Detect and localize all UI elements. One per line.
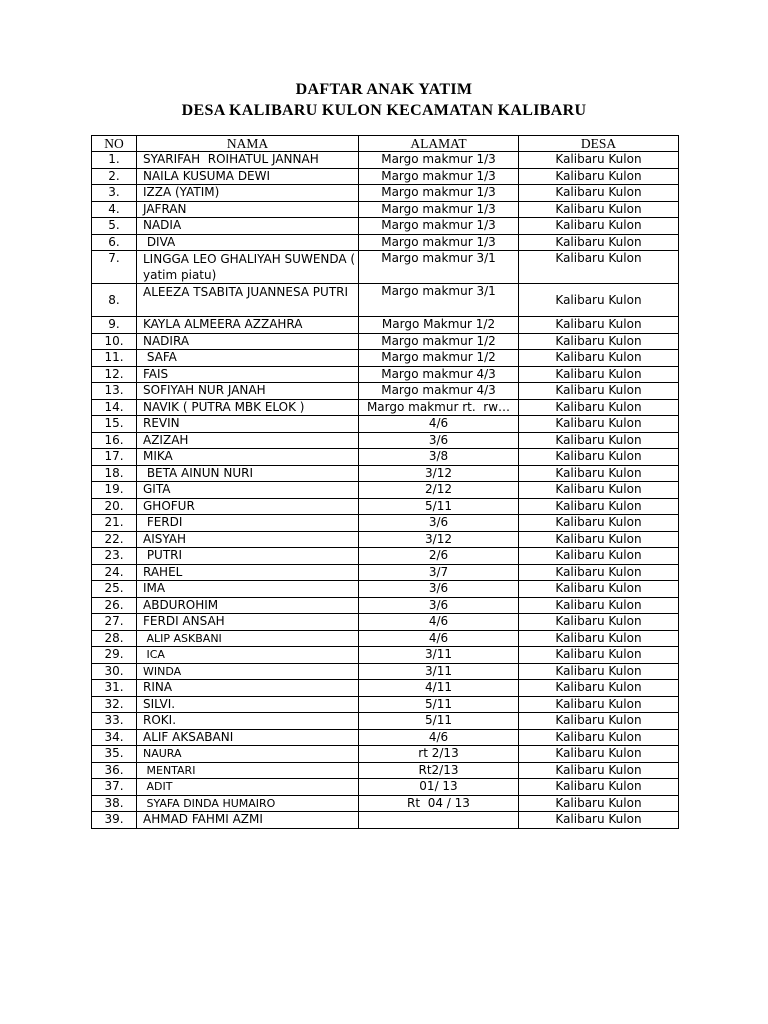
row-address: 3/12 — [359, 531, 519, 548]
row-address: 5/11 — [359, 713, 519, 730]
row-village: Kalibaru Kulon — [519, 449, 679, 466]
row-number: 14. — [92, 399, 137, 416]
row-number: 10. — [92, 333, 137, 350]
row-address: 5/11 — [359, 696, 519, 713]
table-row — [92, 482, 679, 499]
row-address: Margo makmur 1/3 — [359, 218, 519, 235]
row-number: 16. — [92, 432, 137, 449]
table-row — [92, 317, 679, 334]
row-name: FERDI — [137, 515, 359, 532]
orphan-table — [91, 135, 679, 829]
table-body — [92, 152, 679, 829]
row-name: REVIN — [137, 416, 359, 433]
row-name: BETA AINUN NURI — [137, 465, 359, 482]
row-name: SOFIYAH NUR JANAH — [137, 383, 359, 400]
row-name: AISYAH — [137, 531, 359, 548]
table-row — [92, 795, 679, 812]
table-row — [92, 729, 679, 746]
row-name: SYAFA DINDA HUMAIRO — [137, 795, 359, 812]
row-number: 7. — [92, 251, 137, 284]
table-row — [92, 696, 679, 713]
row-village: Kalibaru Kulon — [519, 779, 679, 796]
table-row — [92, 581, 679, 598]
row-village: Kalibaru Kulon — [519, 152, 679, 169]
table-row — [92, 366, 679, 383]
row-address: rt 2/13 — [359, 746, 519, 763]
row-number: 39. — [92, 812, 137, 829]
row-name: SYARIFAH ROIHATUL JANNAH — [137, 152, 359, 169]
row-name: DIVA — [137, 234, 359, 251]
row-address: 4/6 — [359, 729, 519, 746]
row-name: ADIT — [137, 779, 359, 796]
row-number: 6. — [92, 234, 137, 251]
row-village: Kalibaru Kulon — [519, 647, 679, 664]
row-village: Kalibaru Kulon — [519, 762, 679, 779]
row-address: 5/11 — [359, 498, 519, 515]
row-number: 37. — [92, 779, 137, 796]
row-address: Margo makmur 1/3 — [359, 234, 519, 251]
row-address: 3/8 — [359, 449, 519, 466]
row-number: 33. — [92, 713, 137, 730]
table-row — [92, 416, 679, 433]
table-row — [92, 152, 679, 169]
row-name: JAFRAN — [137, 201, 359, 218]
row-name: PUTRI — [137, 548, 359, 565]
row-name: ICA — [137, 647, 359, 664]
row-number: 38. — [92, 795, 137, 812]
row-address: 2/12 — [359, 482, 519, 499]
row-village: Kalibaru Kulon — [519, 663, 679, 680]
row-village: Kalibaru Kulon — [519, 482, 679, 499]
row-village: Kalibaru Kulon — [519, 729, 679, 746]
row-number: 35. — [92, 746, 137, 763]
row-name: IZZA (YATIM) — [137, 185, 359, 202]
row-number: 5. — [92, 218, 137, 235]
row-number: 27. — [92, 614, 137, 631]
row-address: 3/6 — [359, 597, 519, 614]
row-village: Kalibaru Kulon — [519, 317, 679, 334]
row-number: 2. — [92, 168, 137, 185]
row-address: Margo Makmur 1/2 — [359, 317, 519, 334]
table-row — [92, 449, 679, 466]
row-village: Kalibaru Kulon — [519, 416, 679, 433]
row-address: Margo makmur 4/3 — [359, 366, 519, 383]
row-name: ROKI. — [137, 713, 359, 730]
table-row — [92, 168, 679, 185]
row-village: Kalibaru Kulon — [519, 581, 679, 598]
row-number: 17. — [92, 449, 137, 466]
row-address: Margo makmur 3/1 — [359, 284, 519, 317]
row-village: Kalibaru Kulon — [519, 564, 679, 581]
row-village: Kalibaru Kulon — [519, 366, 679, 383]
table-row — [92, 498, 679, 515]
row-number: 36. — [92, 762, 137, 779]
table-row — [92, 762, 679, 779]
title-line-2: DESA KALIBARU KULON KECAMATAN KALIBARU — [181, 102, 587, 119]
table-row — [92, 333, 679, 350]
table-row — [92, 630, 679, 647]
row-number: 31. — [92, 680, 137, 697]
row-number: 11. — [92, 350, 137, 367]
row-village: Kalibaru Kulon — [519, 597, 679, 614]
row-name: RAHEL — [137, 564, 359, 581]
row-name: SILVI. — [137, 696, 359, 713]
table-row — [92, 680, 679, 697]
row-name: AHMAD FAHMI AZMI — [137, 812, 359, 829]
row-address: Rt 04 / 13 — [359, 795, 519, 812]
row-name: NAVIK ( PUTRA MBK ELOK ) — [137, 399, 359, 416]
row-village: Kalibaru Kulon — [519, 251, 679, 284]
row-village: Kalibaru Kulon — [519, 201, 679, 218]
header-desa: DESA — [519, 136, 679, 152]
row-village: Kalibaru Kulon — [519, 168, 679, 185]
row-name: RINA — [137, 680, 359, 697]
row-name: ALIF AKSABANI — [137, 729, 359, 746]
row-address: 4/11 — [359, 680, 519, 697]
document-title — [0, 79, 768, 121]
table-row — [92, 597, 679, 614]
row-number: 1. — [92, 152, 137, 169]
row-number: 18. — [92, 465, 137, 482]
row-name: KAYLA ALMEERA AZZAHRA — [137, 317, 359, 334]
row-number: 28. — [92, 630, 137, 647]
table-row — [92, 383, 679, 400]
row-village: Kalibaru Kulon — [519, 713, 679, 730]
row-name: FAIS — [137, 366, 359, 383]
table-row — [92, 663, 679, 680]
row-address: Margo makmur 1/3 — [359, 201, 519, 218]
row-name: MENTARI — [137, 762, 359, 779]
row-name: LINGGA LEO GHALIYAH SUWENDA ( yatim piatu) — [137, 251, 359, 284]
row-address: Margo makmur 1/2 — [359, 333, 519, 350]
row-village: Kalibaru Kulon — [519, 515, 679, 532]
row-number: 8. — [92, 284, 137, 317]
row-number: 20. — [92, 498, 137, 515]
row-address: 4/6 — [359, 630, 519, 647]
row-address: 4/6 — [359, 416, 519, 433]
row-address — [359, 812, 519, 829]
row-number: 29. — [92, 647, 137, 664]
header-no: NO — [92, 136, 137, 152]
table-row — [92, 812, 679, 829]
row-village: Kalibaru Kulon — [519, 614, 679, 631]
row-village: Kalibaru Kulon — [519, 432, 679, 449]
row-village: Kalibaru Kulon — [519, 531, 679, 548]
row-name: AZIZAH — [137, 432, 359, 449]
row-address: Rt2/13 — [359, 762, 519, 779]
row-name: FERDI ANSAH — [137, 614, 359, 631]
table-row — [92, 234, 679, 251]
row-name: GITA — [137, 482, 359, 499]
row-number: 9. — [92, 317, 137, 334]
row-number: 3. — [92, 185, 137, 202]
table-row — [92, 713, 679, 730]
row-address: 3/11 — [359, 663, 519, 680]
row-village: Kalibaru Kulon — [519, 746, 679, 763]
row-address: Margo makmur 1/3 — [359, 152, 519, 169]
row-number: 13. — [92, 383, 137, 400]
row-village: Kalibaru Kulon — [519, 284, 679, 317]
table-header-row — [92, 136, 679, 152]
row-village: Kalibaru Kulon — [519, 234, 679, 251]
header-nama: NAMA — [137, 136, 359, 152]
row-name: ALEEZA TSABITA JUANNESA PUTRI — [137, 284, 359, 317]
title-line-1: DAFTAR ANAK YATIM — [295, 81, 473, 98]
row-address: Margo makmur rt. rw… — [359, 399, 519, 416]
row-name: NADIRA — [137, 333, 359, 350]
row-village: Kalibaru Kulon — [519, 680, 679, 697]
row-village: Kalibaru Kulon — [519, 795, 679, 812]
row-address: Margo makmur 4/3 — [359, 383, 519, 400]
row-name: SAFA — [137, 350, 359, 367]
header-alamat: ALAMAT — [359, 136, 519, 152]
row-name: NAURA — [137, 746, 359, 763]
row-village: Kalibaru Kulon — [519, 185, 679, 202]
row-village: Kalibaru Kulon — [519, 812, 679, 829]
row-address: 3/12 — [359, 465, 519, 482]
table-row — [92, 614, 679, 631]
row-name: ALIP ASKBANI — [137, 630, 359, 647]
row-number: 26. — [92, 597, 137, 614]
row-village: Kalibaru Kulon — [519, 465, 679, 482]
row-number: 25. — [92, 581, 137, 598]
row-name: NADIA — [137, 218, 359, 235]
row-number: 32. — [92, 696, 137, 713]
row-number: 34. — [92, 729, 137, 746]
row-address: 3/6 — [359, 515, 519, 532]
row-address: Margo makmur 1/3 — [359, 168, 519, 185]
row-address: 3/6 — [359, 581, 519, 598]
row-address: 3/6 — [359, 432, 519, 449]
row-name: NAILA KUSUMA DEWI — [137, 168, 359, 185]
row-village: Kalibaru Kulon — [519, 218, 679, 235]
row-number: 19. — [92, 482, 137, 499]
table-row — [92, 251, 679, 284]
row-village: Kalibaru Kulon — [519, 630, 679, 647]
row-name: ABDUROHIM — [137, 597, 359, 614]
table-row — [92, 218, 679, 235]
row-address: 01/ 13 — [359, 779, 519, 796]
row-number: 21. — [92, 515, 137, 532]
table-row — [92, 201, 679, 218]
table-row — [92, 399, 679, 416]
table-row — [92, 350, 679, 367]
row-number: 12. — [92, 366, 137, 383]
row-address: Margo makmur 1/2 — [359, 350, 519, 367]
row-name: GHOFUR — [137, 498, 359, 515]
table-row — [92, 746, 679, 763]
row-village: Kalibaru Kulon — [519, 350, 679, 367]
row-number: 30. — [92, 663, 137, 680]
row-number: 22. — [92, 531, 137, 548]
row-number: 23. — [92, 548, 137, 565]
row-address: 3/11 — [359, 647, 519, 664]
table-row — [92, 465, 679, 482]
row-village: Kalibaru Kulon — [519, 383, 679, 400]
row-village: Kalibaru Kulon — [519, 399, 679, 416]
table-row — [92, 185, 679, 202]
row-number: 24. — [92, 564, 137, 581]
row-number: 4. — [92, 201, 137, 218]
row-name: IMA — [137, 581, 359, 598]
row-village: Kalibaru Kulon — [519, 696, 679, 713]
table-row — [92, 284, 679, 317]
table-row — [92, 531, 679, 548]
row-number: 15. — [92, 416, 137, 433]
row-name: WINDA — [137, 663, 359, 680]
table-row — [92, 647, 679, 664]
row-address: 3/7 — [359, 564, 519, 581]
table-row — [92, 548, 679, 565]
row-name: MIKA — [137, 449, 359, 466]
row-address: 4/6 — [359, 614, 519, 631]
row-address: 2/6 — [359, 548, 519, 565]
row-address: Margo makmur 1/3 — [359, 185, 519, 202]
row-village: Kalibaru Kulon — [519, 498, 679, 515]
table-row — [92, 515, 679, 532]
table-row — [92, 779, 679, 796]
table-row — [92, 432, 679, 449]
row-address: Margo makmur 3/1 — [359, 251, 519, 284]
table-row — [92, 564, 679, 581]
row-village: Kalibaru Kulon — [519, 333, 679, 350]
row-village: Kalibaru Kulon — [519, 548, 679, 565]
